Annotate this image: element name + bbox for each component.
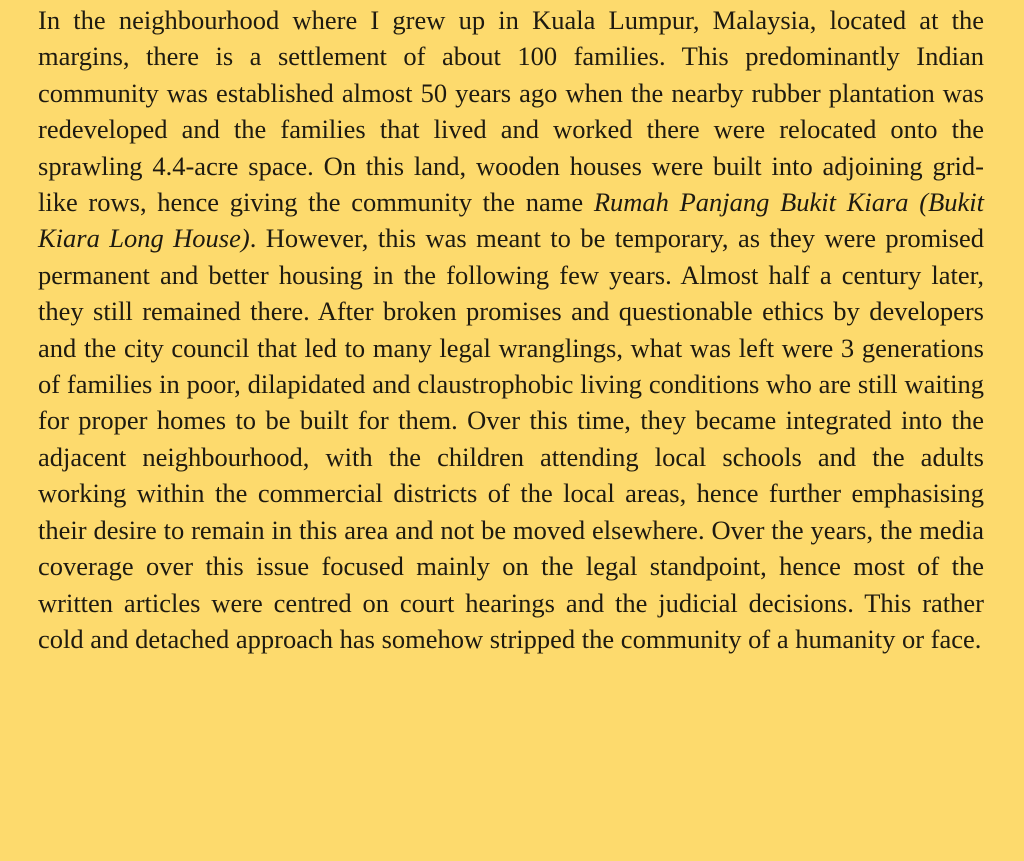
italic-place-name: Rumah Panjang Bukit Kiara (Bukit Kiara Long House) xyxy=(38,187,984,254)
body-paragraph xyxy=(38,2,984,657)
paragraph-text-start: In the neighbourhood where I grew up in Kuala Lumpur, Malaysia, located at the margins, there is a settlement of about 100 families. This predominantly Indian community was established almost 50 years ago when the nearby rubber plantation was redeveloped and the families that lived and worked there were relocated onto the sprawling 4.4-acre space. On this land, wooden houses were built into adjoining grid-like rows, hence giving the community the name xyxy=(38,5,984,218)
paragraph-text-end: . However, this was meant to be temporary, as they were promised permanent and better housing in the following few years. Almost half a century later, they still remained there. After broken promises and questionable ethics by developers and the city council that led to many legal wranglings, what was left were 3 generations of families in poor, dilapidated and claustrophobic living conditions who are still waiting for proper homes to be built for them. Over this time, they became integrated into the adjacent neighbourhood, with the children attending local schools and the adults working within the commercial districts of the local areas, hence further emphasising their desire to remain in this area and not be moved elsewhere. Over the years, the media coverage over this issue focused mainly on the legal standpoint, hence most of the written articles were centred on court hearings and the judicial decisions. This rather cold and detached approach has somehow stripped the community of a humanity or face. xyxy=(38,223,984,654)
